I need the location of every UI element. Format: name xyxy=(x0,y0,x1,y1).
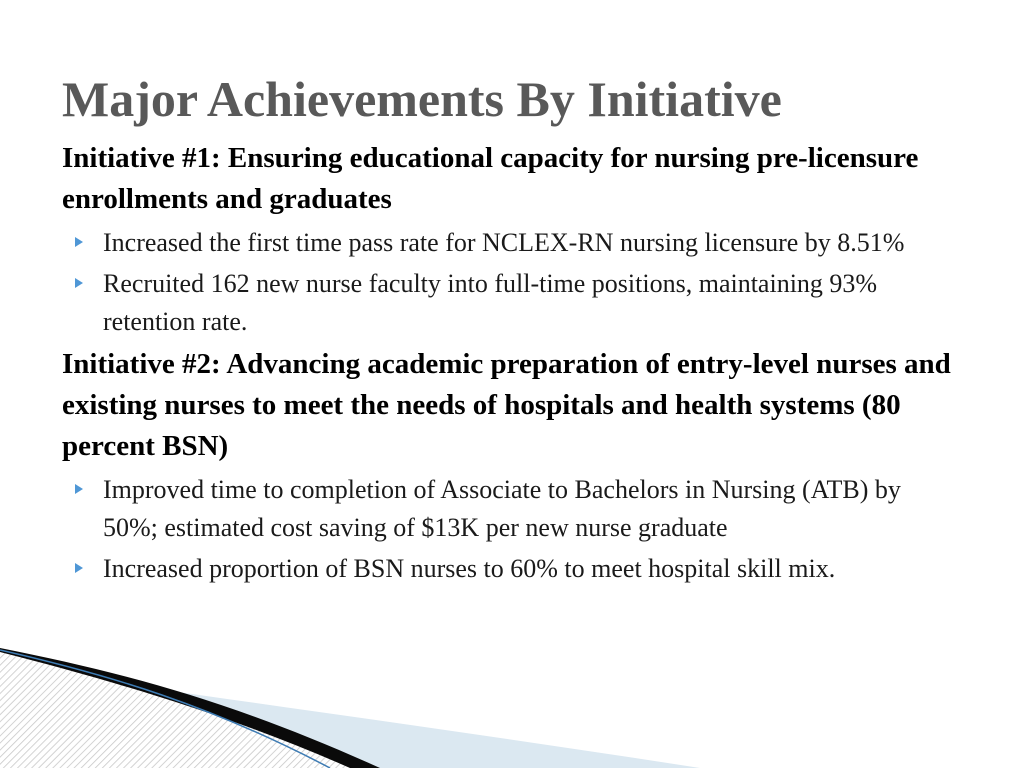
bullet-text: Increased the first time pass rate for NCLEX-RN nursing licensure by 8.51% xyxy=(103,228,905,257)
initiative-2-bullet-2 xyxy=(62,550,952,588)
bullet-text: Increased proportion of BSN nurses to 60% to meet hospital skill mix. xyxy=(103,554,836,583)
slide-title: Major Achievements By Initiative xyxy=(62,71,782,127)
initiative-1-bullet-1 xyxy=(62,224,952,262)
bullet-text: Improved time to completion of Associate to Bachelors in Nursing (ATB) by 50%; estimated cost saving of $13K per new nurse graduate xyxy=(103,475,901,542)
blue-triangle-bullet-icon xyxy=(75,484,83,494)
slide-content xyxy=(62,138,952,591)
initiative-2-heading: Initiative #2: Advancing academic preparation of entry-level nurses and existing nurses to meet the needs of hospitals and health systems (80 percent BSN) xyxy=(62,348,951,462)
initiative-1-bullet-2 xyxy=(62,265,952,341)
bullet-text: Recruited 162 new nurse faculty into full-time positions, maintaining 93% retention rate. xyxy=(103,269,878,336)
blue-triangle-bullet-icon xyxy=(75,237,83,247)
blue-triangle-bullet-icon xyxy=(75,563,83,573)
blue-triangle-bullet-icon xyxy=(75,278,83,288)
initiative-2-bullet-1 xyxy=(62,471,952,547)
initiative-1-heading: Initiative #1: Ensuring educational capacity for nursing pre-licensure enrollments and graduates xyxy=(62,142,919,215)
